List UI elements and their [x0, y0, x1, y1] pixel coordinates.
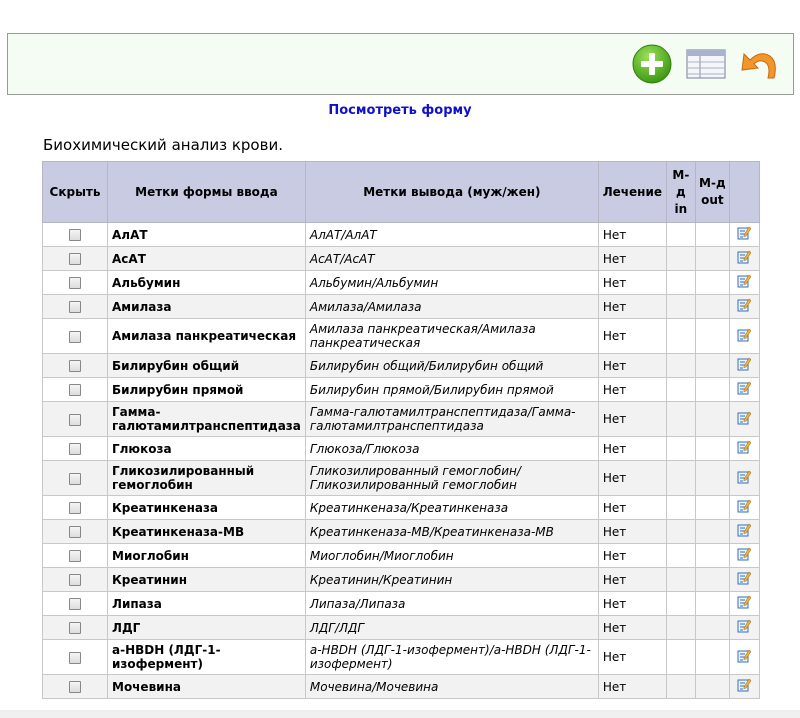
header-actions — [729, 162, 759, 223]
treatment-cell: Нет — [598, 616, 666, 640]
edit-icon[interactable] — [737, 550, 751, 564]
header-output-labels: Метки вывода (муж/жен) — [305, 162, 598, 223]
header-method-in: М-д in — [666, 162, 695, 223]
hide-checkbox[interactable] — [69, 443, 81, 455]
fields-table — [42, 161, 760, 699]
treatment-cell: Нет — [598, 461, 666, 496]
method-in-cell — [666, 271, 695, 295]
method-in-cell — [666, 461, 695, 496]
method-out-cell — [695, 640, 729, 675]
treatment-cell: Нет — [598, 247, 666, 271]
table-row — [43, 319, 760, 354]
edit-cell[interactable] — [729, 378, 759, 402]
table-row — [43, 354, 760, 378]
hide-cell — [43, 271, 108, 295]
treatment-cell: Нет — [598, 271, 666, 295]
input-label-cell: Липаза — [108, 592, 306, 616]
hide-checkbox[interactable] — [69, 526, 81, 538]
input-label-cell: Креатинкеназа-МВ — [108, 520, 306, 544]
input-label-cell: Амилаза — [108, 295, 306, 319]
edit-cell[interactable] — [729, 319, 759, 354]
hide-cell — [43, 616, 108, 640]
header-method-out: М-д out — [695, 162, 729, 223]
edit-icon[interactable] — [737, 414, 751, 428]
input-label-cell: АсАТ — [108, 247, 306, 271]
header-treatment: Лечение — [598, 162, 666, 223]
hide-checkbox[interactable] — [69, 550, 81, 562]
edit-cell[interactable] — [729, 295, 759, 319]
method-in-cell — [666, 520, 695, 544]
hide-cell — [43, 675, 108, 699]
input-label-cell: Миоглобин — [108, 544, 306, 568]
table-row — [43, 640, 760, 675]
treatment-cell: Нет — [598, 544, 666, 568]
edit-icon[interactable] — [737, 681, 751, 695]
output-label-cell: Глюкоза/Глюкоза — [305, 437, 598, 461]
table-row — [43, 496, 760, 520]
hide-cell — [43, 496, 108, 520]
hide-cell — [43, 568, 108, 592]
table-row — [43, 544, 760, 568]
output-label-cell: a-HBDH (ЛДГ-1-изофермент)/a-HBDH (ЛДГ-1-изофермент) — [305, 640, 598, 675]
output-label-cell: Амилаза/Амилаза — [305, 295, 598, 319]
output-label-cell: ЛДГ/ЛДГ — [305, 616, 598, 640]
table-list-icon — [684, 44, 728, 84]
edit-cell[interactable] — [729, 544, 759, 568]
form-title: Биохимический анализ крови. — [43, 136, 283, 154]
edit-cell[interactable] — [729, 675, 759, 699]
method-out-cell — [695, 675, 729, 699]
treatment-cell: Нет — [598, 378, 666, 402]
table-header-row — [43, 162, 760, 223]
output-label-cell: Креатинин/Креатинин — [305, 568, 598, 592]
table-row — [43, 378, 760, 402]
hide-checkbox[interactable] — [69, 229, 81, 241]
hide-cell — [43, 402, 108, 437]
hide-checkbox[interactable] — [69, 301, 81, 313]
hide-checkbox[interactable] — [69, 360, 81, 372]
method-out-cell — [695, 271, 729, 295]
edit-icon[interactable] — [737, 301, 751, 315]
hide-cell — [43, 461, 108, 496]
method-out-cell — [695, 378, 729, 402]
hide-checkbox[interactable] — [69, 384, 81, 396]
method-out-cell — [695, 295, 729, 319]
output-label-cell: Креатинкеназа-МВ/Креатинкеназа-МВ — [305, 520, 598, 544]
input-label-cell: Креатинкеназа — [108, 496, 306, 520]
edit-icon[interactable] — [737, 277, 751, 291]
treatment-cell: Нет — [598, 568, 666, 592]
method-out-cell — [695, 223, 729, 247]
edit-cell[interactable] — [729, 247, 759, 271]
output-label-cell: Мочевина/Мочевина — [305, 675, 598, 699]
table-row — [43, 295, 760, 319]
edit-cell[interactable] — [729, 402, 759, 437]
treatment-cell: Нет — [598, 640, 666, 675]
hide-checkbox[interactable] — [69, 253, 81, 265]
method-out-cell — [695, 247, 729, 271]
view-form-link[interactable]: Посмотреть форму — [328, 103, 472, 118]
edit-cell[interactable] — [729, 520, 759, 544]
method-out-cell — [695, 592, 729, 616]
hide-cell — [43, 378, 108, 402]
method-in-cell — [666, 675, 695, 699]
method-in-cell — [666, 592, 695, 616]
plus-circle-icon — [630, 44, 674, 84]
edit-cell[interactable] — [729, 616, 759, 640]
table-row — [43, 675, 760, 699]
output-label-cell: Креатинкеназа/Креатинкеназа — [305, 496, 598, 520]
table-row — [43, 592, 760, 616]
input-label-cell: Мочевина — [108, 675, 306, 699]
method-in-cell — [666, 544, 695, 568]
table-row — [43, 271, 760, 295]
hide-checkbox[interactable] — [69, 502, 81, 514]
table-row — [43, 223, 760, 247]
input-label-cell: Гамма-галютамилтранспептидаза — [108, 402, 306, 437]
treatment-cell: Нет — [598, 354, 666, 378]
output-label-cell: Миоглобин/Миоглобин — [305, 544, 598, 568]
add-button[interactable] — [630, 44, 674, 84]
edit-cell[interactable] — [729, 496, 759, 520]
method-in-cell — [666, 496, 695, 520]
method-in-cell — [666, 354, 695, 378]
edit-icon[interactable] — [737, 331, 751, 345]
table-row — [43, 520, 760, 544]
method-out-cell — [695, 568, 729, 592]
table-row — [43, 461, 760, 496]
method-out-cell — [695, 437, 729, 461]
treatment-cell: Нет — [598, 592, 666, 616]
output-label-cell: Липаза/Липаза — [305, 592, 598, 616]
output-label-cell: Гамма-галютамилтранспептидаза/Гамма-галютамилтранспептидаза — [305, 402, 598, 437]
table-row — [43, 568, 760, 592]
hide-cell — [43, 437, 108, 461]
hide-checkbox[interactable] — [69, 414, 81, 426]
treatment-cell: Нет — [598, 675, 666, 699]
method-out-cell — [695, 319, 729, 354]
edit-icon[interactable] — [737, 502, 751, 516]
edit-cell[interactable] — [729, 640, 759, 675]
edit-cell[interactable] — [729, 271, 759, 295]
treatment-cell: Нет — [598, 496, 666, 520]
edit-icon[interactable] — [737, 473, 751, 487]
edit-icon[interactable] — [737, 652, 751, 666]
hide-checkbox[interactable] — [69, 473, 81, 485]
hide-cell — [43, 592, 108, 616]
method-out-cell — [695, 544, 729, 568]
input-label-cell: Креатинин — [108, 568, 306, 592]
edit-icon[interactable] — [737, 229, 751, 243]
method-out-cell — [695, 616, 729, 640]
output-label-cell: Билирубин общий/Билирубин общий — [305, 354, 598, 378]
edit-icon[interactable] — [737, 598, 751, 612]
hide-checkbox[interactable] — [69, 681, 81, 693]
edit-icon[interactable] — [737, 253, 751, 267]
input-label-cell: ЛДГ — [108, 616, 306, 640]
input-label-cell: Билирубин общий — [108, 354, 306, 378]
toolbar — [7, 33, 794, 95]
method-in-cell — [666, 319, 695, 354]
treatment-cell: Нет — [598, 402, 666, 437]
method-out-cell — [695, 402, 729, 437]
table-row — [43, 437, 760, 461]
hide-checkbox[interactable] — [69, 598, 81, 610]
table-row — [43, 402, 760, 437]
hide-cell — [43, 247, 108, 271]
table-row — [43, 247, 760, 271]
input-label-cell: Глюкоза — [108, 437, 306, 461]
hide-checkbox[interactable] — [69, 574, 81, 586]
hide-cell — [43, 319, 108, 354]
edit-icon[interactable] — [737, 622, 751, 636]
hide-cell — [43, 354, 108, 378]
edit-cell[interactable] — [729, 223, 759, 247]
edit-cell[interactable] — [729, 568, 759, 592]
output-label-cell: АлАТ/АлАТ — [305, 223, 598, 247]
method-in-cell — [666, 295, 695, 319]
edit-cell[interactable] — [729, 592, 759, 616]
undo-arrow-icon — [738, 44, 782, 84]
hide-cell — [43, 640, 108, 675]
method-in-cell — [666, 247, 695, 271]
method-out-cell — [695, 354, 729, 378]
method-in-cell — [666, 402, 695, 437]
edit-icon[interactable] — [737, 384, 751, 398]
method-out-cell — [695, 520, 729, 544]
input-label-cell: Амилаза панкреатическая — [108, 319, 306, 354]
method-in-cell — [666, 223, 695, 247]
method-out-cell — [695, 461, 729, 496]
input-label-cell: Билирубин прямой — [108, 378, 306, 402]
horizontal-scrollbar[interactable] — [0, 710, 800, 718]
method-in-cell — [666, 437, 695, 461]
edit-icon[interactable] — [737, 526, 751, 540]
input-label-cell: АлАТ — [108, 223, 306, 247]
treatment-cell: Нет — [598, 319, 666, 354]
output-label-cell: Альбумин/Альбумин — [305, 271, 598, 295]
hide-checkbox[interactable] — [69, 622, 81, 634]
hide-checkbox[interactable] — [69, 652, 81, 664]
input-label-cell: Альбумин — [108, 271, 306, 295]
treatment-cell: Нет — [598, 520, 666, 544]
hide-cell — [43, 295, 108, 319]
input-label-cell: Гликозилированный гемоглобин — [108, 461, 306, 496]
header-input-labels: Метки формы ввода — [108, 162, 306, 223]
treatment-cell: Нет — [598, 295, 666, 319]
list-button[interactable] — [684, 44, 728, 84]
edit-icon[interactable] — [737, 360, 751, 374]
output-label-cell: Амилаза панкреатическая/Амилаза панкреатическая — [305, 319, 598, 354]
hide-checkbox[interactable] — [69, 277, 81, 289]
edit-icon[interactable] — [737, 443, 751, 457]
treatment-cell: Нет — [598, 437, 666, 461]
method-in-cell — [666, 640, 695, 675]
fields-table-wrapper — [42, 161, 760, 699]
hide-cell — [43, 520, 108, 544]
table-row — [43, 616, 760, 640]
method-in-cell — [666, 568, 695, 592]
edit-cell[interactable] — [729, 437, 759, 461]
hide-checkbox[interactable] — [69, 331, 81, 343]
hide-cell — [43, 223, 108, 247]
method-in-cell — [666, 378, 695, 402]
output-label-cell: Гликозилированный гемоглобин/ Гликозилированный гемоглобин — [305, 461, 598, 496]
header-hide: Скрыть — [43, 162, 108, 223]
method-out-cell — [695, 496, 729, 520]
hide-cell — [43, 544, 108, 568]
edit-icon[interactable] — [737, 574, 751, 588]
edit-cell[interactable] — [729, 461, 759, 496]
treatment-cell: Нет — [598, 223, 666, 247]
input-label-cell: a-HBDH (ЛДГ-1-изофермент) — [108, 640, 306, 675]
method-in-cell — [666, 616, 695, 640]
back-button[interactable] — [738, 44, 782, 84]
output-label-cell: АсАТ/АсАТ — [305, 247, 598, 271]
output-label-cell: Билирубин прямой/Билирубин прямой — [305, 378, 598, 402]
edit-cell[interactable] — [729, 354, 759, 378]
